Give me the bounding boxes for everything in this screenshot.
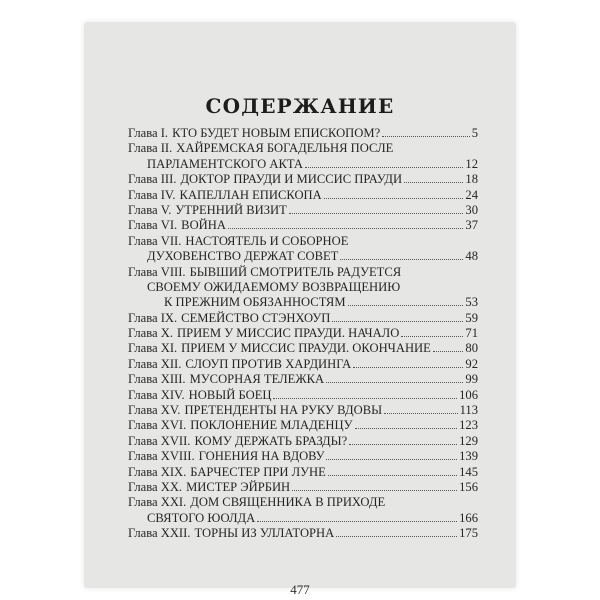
chapter-label: Глава XX. bbox=[128, 479, 183, 494]
chapter-title: СЕМЕЙСТВО СТЭНХОУП bbox=[181, 310, 331, 325]
toc-entry-line bbox=[128, 249, 478, 264]
chapter-page-number: 80 bbox=[465, 341, 478, 356]
toc-entry-line bbox=[128, 126, 478, 141]
toc-entry-line bbox=[128, 388, 478, 403]
toc-entry-line bbox=[128, 295, 478, 310]
dot-leader bbox=[340, 259, 463, 260]
toc-entry-line bbox=[128, 311, 478, 326]
chapter-label: Глава II. bbox=[128, 141, 173, 156]
toc-entry-line bbox=[128, 403, 478, 418]
chapter-label: Глава XIX. bbox=[128, 464, 187, 479]
chapter-page-number: 92 bbox=[465, 356, 478, 371]
chapter-title: КТО БУДЕТ НОВЫМ ЕПИСКОПОМ? bbox=[172, 126, 381, 140]
toc-entry-line bbox=[128, 449, 478, 464]
table-of-contents bbox=[128, 126, 478, 542]
chapter-page-number: 59 bbox=[465, 310, 478, 325]
toc-heading: СОДЕРЖАНИЕ bbox=[205, 94, 395, 118]
dot-leader bbox=[326, 382, 463, 383]
dot-leader bbox=[404, 182, 463, 183]
dot-leader bbox=[228, 228, 463, 229]
chapter-title: ПРИЕМ У МИССИС ПРАУДИ. НАЧАЛО bbox=[176, 326, 400, 341]
dot-leader bbox=[336, 536, 457, 537]
dot-leader bbox=[257, 521, 457, 522]
chapter-label: Глава V. bbox=[128, 202, 172, 217]
chapter-title: СВОЕМУ ОЖИДАЕМОМУ ВОЗВРАЩЕНИЮ bbox=[147, 279, 401, 294]
dot-leader bbox=[349, 444, 457, 445]
chapter-title: МУСОРНАЯ ТЕЛЕЖКА bbox=[189, 372, 325, 387]
chapter-title: ВОЙНА bbox=[181, 218, 226, 233]
chapter-title: БАРЧЕСТЕР ПРИ ЛУНЕ bbox=[190, 464, 326, 479]
chapter-label: Глава XVII. bbox=[128, 433, 191, 448]
chapter-title: НАСТОЯТЕЛЬ И СОБОРНОЕ bbox=[185, 233, 349, 248]
dot-leader bbox=[355, 428, 458, 429]
chapter-page-number: 106 bbox=[459, 387, 478, 402]
chapter-title: К ПРЕЖНИМ ОБЯЗАННОСТЯМ bbox=[164, 295, 346, 310]
toc-entry-line bbox=[128, 234, 478, 249]
chapter-page-number: 175 bbox=[459, 526, 478, 541]
chapter-label: Глава VII. bbox=[128, 233, 182, 248]
dot-leader bbox=[332, 321, 463, 322]
dot-leader bbox=[384, 413, 457, 414]
chapter-label: Глава VIII. bbox=[128, 264, 186, 279]
chapter-label: Глава XII. bbox=[128, 356, 182, 371]
chapter-page-number: 156 bbox=[459, 479, 478, 494]
chapter-title: ПАРЛАМЕНТСКОГО АКТА bbox=[147, 156, 304, 171]
chapter-page-number: 129 bbox=[459, 433, 478, 448]
chapter-title: ПРЕТЕНДЕНТЫ НА РУКУ ВДОВЫ bbox=[184, 403, 383, 418]
chapter-title: ГОНЕНИЯ НА ВДОВУ bbox=[198, 449, 325, 464]
chapter-page-number: 99 bbox=[465, 372, 478, 387]
toc-entry-line bbox=[128, 341, 478, 356]
chapter-label: Глава XV. bbox=[128, 403, 181, 418]
chapter-page-number: 53 bbox=[465, 295, 478, 310]
chapter-title: ТОРНЫ ИЗ УЛЛАТОРНА bbox=[194, 526, 335, 541]
chapter-title: ХАЙРЕМСКАЯ БОГАДЕЛЬНЯ ПОСЛЕ bbox=[176, 141, 394, 156]
chapter-label: Глава III. bbox=[128, 172, 177, 187]
chapter-label: Глава VI. bbox=[128, 218, 178, 233]
chapter-title: НОВЫЙ БОЕЦ bbox=[188, 387, 272, 402]
chapter-label: Глава XXII. bbox=[128, 526, 191, 541]
toc-entry-line bbox=[128, 511, 478, 526]
dot-leader bbox=[292, 490, 457, 491]
chapter-title: УТРЕННИЙ ВИЗИТ bbox=[175, 202, 287, 217]
toc-entry-line bbox=[128, 465, 478, 480]
chapter-label: Глава XIII. bbox=[128, 372, 186, 387]
chapter-label: Глава IX. bbox=[128, 310, 178, 325]
dot-leader bbox=[353, 367, 463, 368]
dot-leader bbox=[273, 398, 457, 399]
toc-entry-line bbox=[128, 141, 478, 156]
chapter-label: Глава XXI. bbox=[128, 495, 187, 510]
chapter-title: ДОКТОР ПРАУДИ И МИССИС ПРАУДИ bbox=[180, 172, 403, 187]
dot-leader bbox=[305, 167, 463, 168]
toc-entry-line bbox=[128, 218, 478, 233]
toc-entry-line bbox=[128, 418, 478, 433]
toc-entry-line bbox=[128, 188, 478, 203]
chapter-label: Глава IV. bbox=[128, 187, 176, 202]
book-page bbox=[84, 22, 516, 597]
dot-leader bbox=[382, 136, 470, 137]
toc-entry-line bbox=[128, 434, 478, 449]
dot-leader bbox=[348, 305, 464, 306]
dot-leader bbox=[324, 198, 464, 199]
page-number: 477 bbox=[290, 582, 310, 597]
chapter-page-number: 30 bbox=[465, 202, 478, 217]
chapter-page-number: 5 bbox=[471, 126, 478, 140]
toc-entry-line bbox=[128, 372, 478, 387]
chapter-page-number: 145 bbox=[459, 464, 478, 479]
chapter-label: Глава X. bbox=[128, 326, 173, 341]
chapter-label: Глава XIV. bbox=[128, 387, 185, 402]
chapter-page-number: 71 bbox=[465, 326, 478, 341]
toc-entry-line bbox=[128, 172, 478, 187]
chapter-page-number: 12 bbox=[465, 156, 478, 171]
chapter-page-number: 166 bbox=[459, 510, 478, 525]
dot-leader bbox=[289, 213, 464, 214]
chapter-title: КОМУ ДЕРЖАТЬ БРАЗДЫ? bbox=[194, 433, 348, 448]
dot-leader bbox=[326, 459, 457, 460]
toc-entry-line bbox=[128, 265, 478, 280]
dot-leader bbox=[328, 475, 457, 476]
toc-entry-line bbox=[128, 495, 478, 510]
toc-entry-line bbox=[128, 480, 478, 495]
dot-leader bbox=[433, 351, 464, 352]
toc-entry-line bbox=[128, 203, 478, 218]
chapter-title: ДУХОВЕНСТВО ДЕРЖАТ СОВЕТ bbox=[147, 249, 339, 264]
chapter-title: СВЯТОГО ЮОЛДА bbox=[147, 510, 256, 525]
chapter-title: МИСТЕР ЭЙРБИН bbox=[186, 479, 291, 494]
chapter-page-number: 113 bbox=[459, 403, 478, 418]
chapter-title: КАПЕЛЛАН ЕПИСКОПА bbox=[179, 187, 322, 202]
chapter-title: ПРИЕМ У МИССИС ПРАУДИ. ОКОНЧАНИЕ bbox=[181, 341, 431, 356]
toc-entry-line bbox=[128, 526, 478, 541]
chapter-page-number: 139 bbox=[459, 449, 478, 464]
chapter-title: ДОМ СВЯЩЕННИКА В ПРИХОДЕ bbox=[190, 495, 386, 510]
chapter-page-number: 18 bbox=[465, 172, 478, 187]
chapter-title: СЛОУП ПРОТИВ ХАРДИНГА bbox=[185, 356, 352, 371]
chapter-label: Глава XVIII. bbox=[128, 449, 195, 464]
chapter-page-number: 123 bbox=[459, 418, 478, 433]
chapter-label: Глава XVI. bbox=[128, 418, 187, 433]
toc-entry-line bbox=[128, 157, 478, 172]
dot-leader bbox=[401, 336, 463, 337]
chapter-page-number: 48 bbox=[465, 249, 478, 264]
chapter-page-number: 24 bbox=[465, 187, 478, 202]
chapter-label: Глава I. bbox=[128, 126, 169, 140]
toc-entry-line bbox=[128, 280, 478, 295]
toc-entry-line bbox=[128, 326, 478, 341]
chapter-title: БЫВШИЙ СМОТРИТЕЛЬ РАДУЕТСЯ bbox=[189, 264, 402, 279]
chapter-title: ПОКЛОНЕНИЕ МЛАДЕНЦУ bbox=[190, 418, 353, 433]
chapter-label: Глава XI. bbox=[128, 341, 178, 356]
chapter-page-number: 37 bbox=[465, 218, 478, 233]
toc-entry-line bbox=[128, 357, 478, 372]
